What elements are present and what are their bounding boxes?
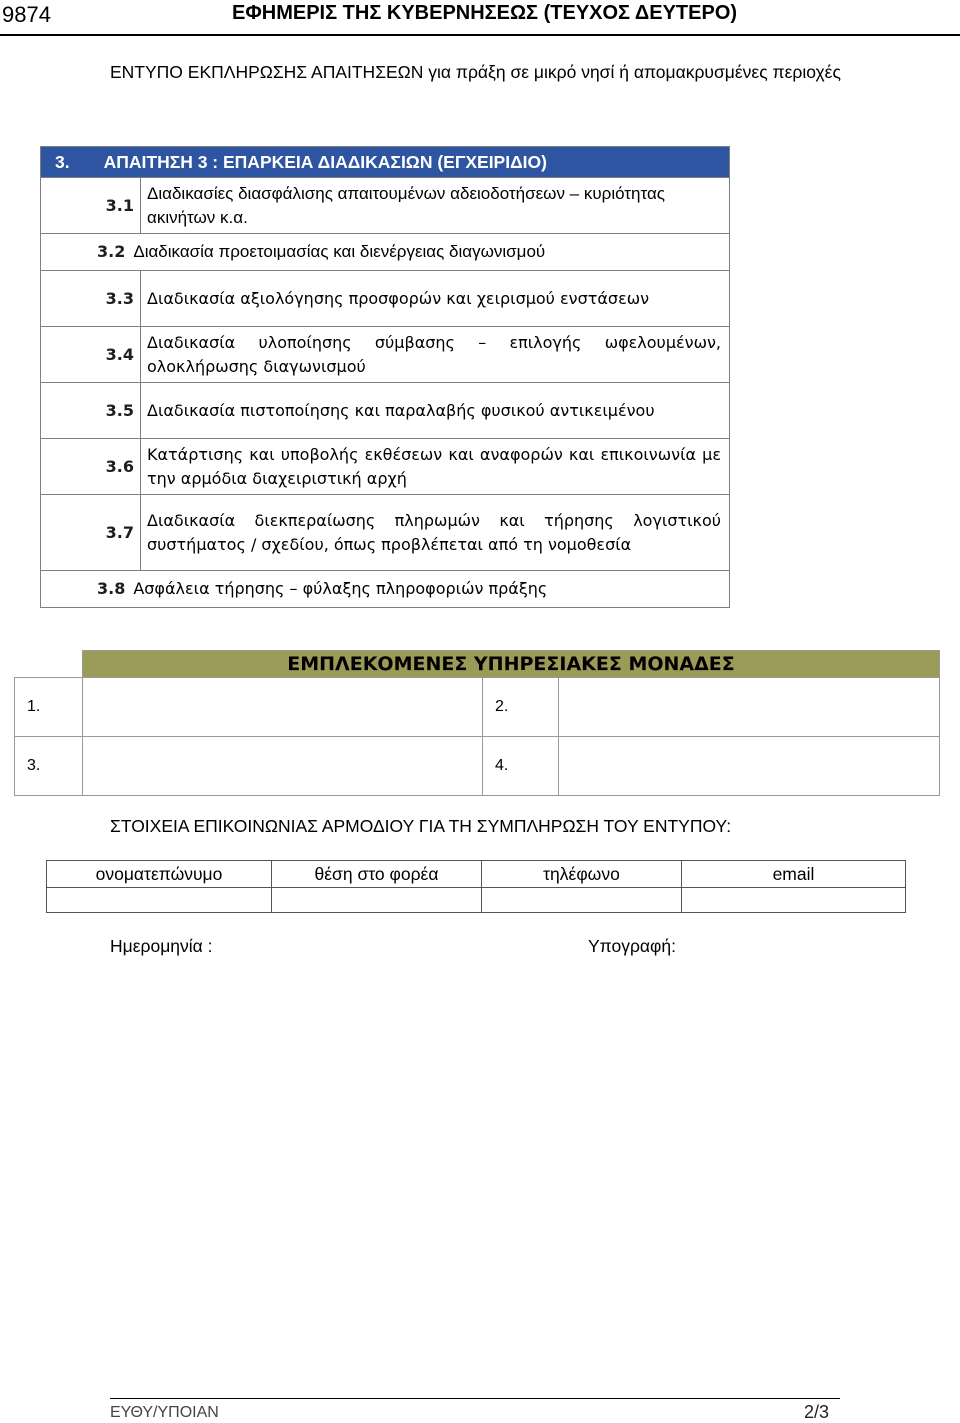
table-row [15, 678, 940, 737]
unit-label: 2. [483, 678, 559, 737]
name-field[interactable] [47, 888, 272, 913]
item-number: 3.4 [41, 327, 141, 383]
unit-label: 1. [15, 678, 83, 737]
item-text: Διαδικασία προετοιμασίας και διενέργειας διαγωνισμού [133, 242, 546, 261]
item-row-inline [41, 571, 730, 608]
item-number: 3.1 [41, 178, 141, 234]
table-row [41, 271, 730, 327]
footer-page: 2/3 [804, 1402, 830, 1422]
phone-field[interactable] [482, 888, 682, 913]
item-number: 3.5 [41, 383, 141, 439]
table-row [41, 495, 730, 571]
signature-label: Υπογραφή: [588, 936, 676, 956]
column-header: ονοματεπώνυμο [47, 861, 272, 888]
table-row [41, 327, 730, 383]
unit-label: 4. [483, 737, 559, 796]
item-text: Κατάρτισης και υποβολής εκθέσεων και αναφορών και επικοινωνία με την αρμόδια διαχειριστική αρχή [141, 439, 730, 495]
item-number: 3.3 [41, 271, 141, 327]
item-row-inline [41, 234, 730, 271]
item-text: Διαδικασία διεκπεραίωσης πληρωμών και τήρησης λογιστικού συστήματος / σχεδίου, όπως προβλέπεται από τη νομοθεσία [141, 495, 730, 571]
requirements-header [41, 147, 730, 178]
table-row [41, 178, 730, 234]
table-row [15, 737, 940, 796]
requirement-title: ΑΠΑΙΤΗΣΗ 3 : ΕΠΑΡΚΕΙΑ ΔΙΑΔΙΚΑΣΙΩΝ (ΕΓΧΕΙΡΙΔΙΟ) [103, 151, 547, 172]
item-text: Διαδικασία αξιολόγησης προσφορών και χειρισμού ενστάσεων [141, 271, 730, 327]
involved-units-table [14, 650, 940, 796]
item-number: 3.7 [41, 495, 141, 571]
units-title: ΕΜΠΛΕΚΟΜΕΝΕΣ ΥΠΗΡΕΣΙΑΚΕΣ ΜΟΝΑΔΕΣ [83, 651, 940, 678]
item-text: Διαδικασία πιστοποίησης και παραλαβής φυσικού αντικειμένου [141, 383, 730, 439]
unit-field[interactable] [559, 737, 940, 796]
footer-divider [110, 1398, 840, 1399]
table-row [41, 439, 730, 495]
item-number: 3.2 [97, 242, 126, 261]
page-number: 9874 [2, 2, 51, 27]
email-field[interactable] [682, 888, 906, 913]
item-text: Ασφάλεια τήρησης – φύλαξης πληροφοριών πράξης [133, 579, 548, 598]
item-number: 3.6 [41, 439, 141, 495]
unit-field[interactable] [83, 678, 483, 737]
unit-field[interactable] [559, 678, 940, 737]
column-header: email [682, 861, 906, 888]
item-text: Διαδικασία υλοποίησης σύμβασης – επιλογής ωφελουμένων, ολοκλήρωσης διαγωνισμού [141, 327, 730, 383]
units-header [15, 651, 940, 678]
contact-section-title: ΣΤΟΙΧΕΙΑ ΕΠΙΚΟΙΝΩΝΙΑΣ ΑΡΜΟΔΙΟΥ ΓΙΑ ΤΗ ΣΥΜΠΛΗΡΩΣΗ ΤΟΥ ΕΝΤΥΠΟΥ: [110, 816, 732, 836]
header-divider [0, 34, 960, 36]
column-header: θέση στο φορέα [272, 861, 482, 888]
unit-label: 3. [15, 737, 83, 796]
gazette-title: ΕΦΗΜΕΡΙΣ ΤΗΣ ΚΥΒΕΡΝΗΣΕΩΣ (ΤΕΥΧΟΣ ΔΕΥΤΕΡΟ) [232, 2, 738, 24]
table-row [41, 234, 730, 271]
table-row [41, 571, 730, 608]
item-text: Διαδικασίες διασφάλισης απαιτουμένων αδειοδοτήσεων – κυριότητας ακινήτων κ.α. [141, 178, 730, 234]
form-title: ΕΝΤΥΠΟ ΕΚΠΛΗΡΩΣΗΣ ΑΠΑΙΤΗΣΕΩΝ για πράξη σε μικρό νησί ή απομακρυσμένες περιοχές [110, 62, 841, 82]
contact-table [46, 860, 906, 913]
table-row [41, 383, 730, 439]
item-number: 3.8 [97, 579, 126, 598]
date-label: Ημερομηνία : [110, 936, 213, 956]
column-header: τηλέφωνο [482, 861, 682, 888]
contact-header-row [47, 861, 906, 888]
position-field[interactable] [272, 888, 482, 913]
footer-code: ΕΥΘΥ/ΥΠΟΙΑΝ [110, 1404, 219, 1421]
requirements-table [40, 146, 730, 608]
unit-field[interactable] [83, 737, 483, 796]
contact-entry-row [47, 888, 906, 913]
requirement-number: 3. [55, 151, 70, 172]
